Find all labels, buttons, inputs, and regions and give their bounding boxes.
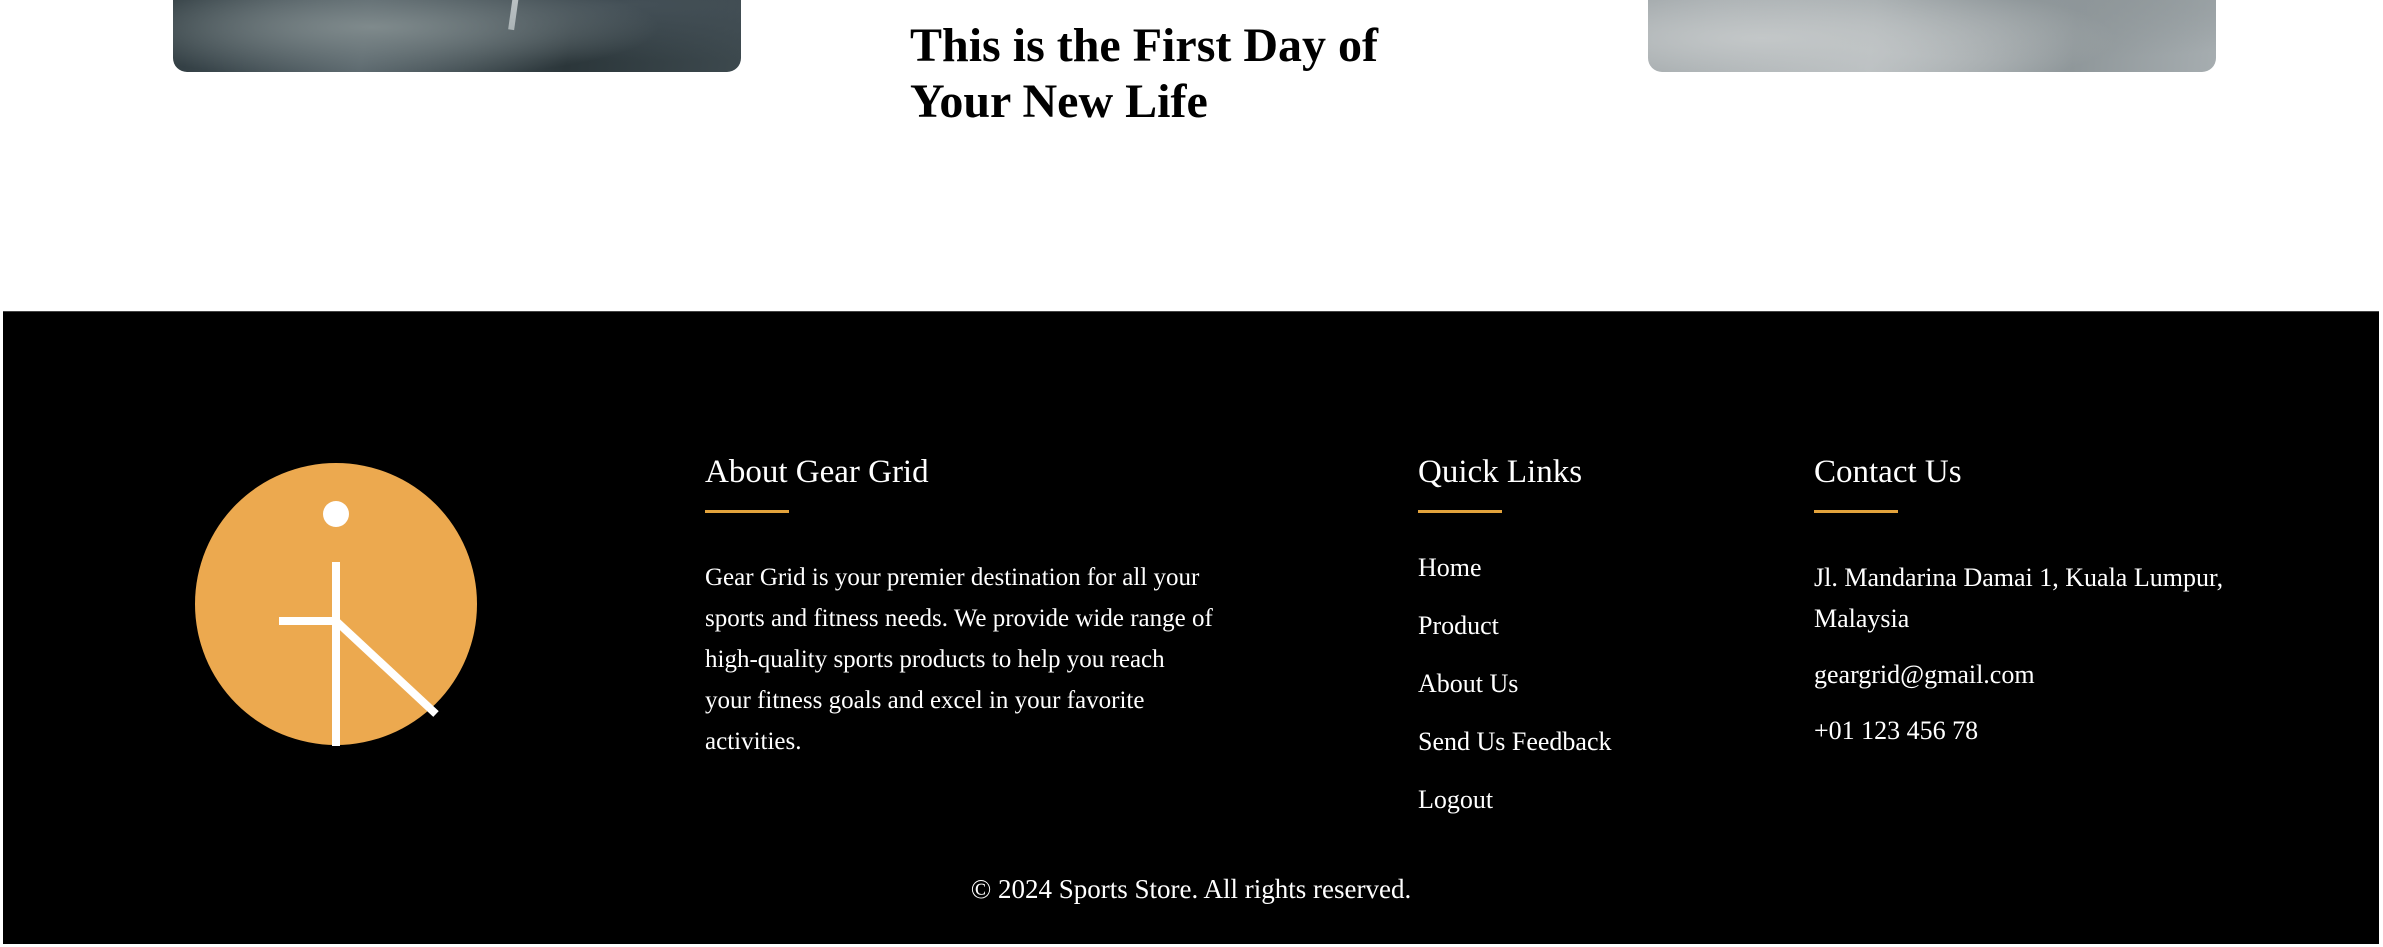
product-link[interactable]: Product <box>1418 611 1499 640</box>
contact-email: geargrid@gmail.com <box>1814 660 2035 689</box>
quick-link-item <box>1418 611 1748 641</box>
contact-title-underline <box>1814 510 1898 513</box>
quick-link-item <box>1418 785 1748 815</box>
quick-links-list <box>1418 553 1748 815</box>
about-title-underline <box>705 510 789 513</box>
about-column <box>705 452 1215 762</box>
home-link[interactable]: Home <box>1418 553 1482 582</box>
waterfall-highlight <box>508 0 524 30</box>
yoga-figure-icon[interactable] <box>194 462 478 746</box>
contact-title: Contact Us <box>1814 454 1962 490</box>
about-us-link[interactable]: About Us <box>1418 669 1519 698</box>
send-feedback-link[interactable]: Send Us Feedback <box>1418 727 1612 756</box>
feature-image-right <box>1648 0 2216 72</box>
feature-image-left <box>173 0 741 72</box>
headline-line-1: This is the First Day of <box>910 18 1378 72</box>
copyright-text: © 2024 Sports Store. All rights reserved. <box>970 874 1412 904</box>
feature-headline <box>910 18 1530 130</box>
site-footer <box>3 311 2379 944</box>
contact-column <box>1814 452 2234 751</box>
about-text: Gear Grid is your premier destination for all your sports and fitness needs. We provide wide range of high-quality sports products to help you reach your fitness goals and excel in your favorite activities. <box>705 564 1213 755</box>
logout-link[interactable]: Logout <box>1418 785 1494 814</box>
contact-phone: +01 123 456 78 <box>1814 716 1979 745</box>
contact-address: Jl. Mandarina Damai 1, Kuala Lumpur, Malaysia <box>1814 563 2224 633</box>
quick-links-column <box>1418 452 1748 843</box>
quick-link-item <box>1418 669 1748 699</box>
quick-link-item <box>1418 553 1748 583</box>
quick-links-underline <box>1418 510 1502 513</box>
feature-section <box>0 0 2383 311</box>
about-title: About Gear Grid <box>705 454 929 490</box>
quick-links-title: Quick Links <box>1418 454 1583 490</box>
headline-line-2: Your New Life <box>910 74 1208 128</box>
quick-link-item <box>1418 727 1748 757</box>
